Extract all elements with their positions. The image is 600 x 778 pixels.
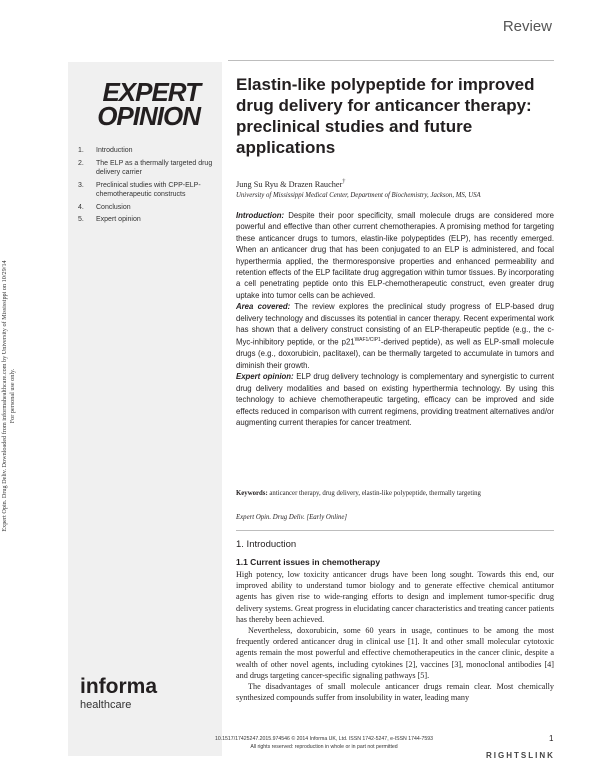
header-rule bbox=[228, 60, 554, 61]
publisher-subtitle: healthcare bbox=[80, 699, 132, 711]
toc-item-conclusion[interactable]: 4. Conclusion bbox=[78, 203, 131, 211]
paragraph: Nevertheless, doxorubicin, some 60 years in usage, continues to be among the most frequently ordered anticancer drug in clinical use [1]. It and other small molecular cytotoxic agents remain the most powerful and effective chemotherapeutics in the cancer clinic, despite a wealth of other novel agents, including cytokines [2], vaccines [3], monoclonal antibodies [4] and drugs targeting cancer-specific signaling pathways [5]. bbox=[236, 626, 554, 680]
journal-logo bbox=[80, 77, 200, 131]
table-of-contents bbox=[78, 146, 218, 228]
toc-item-elp-carrier[interactable]: 2. The ELP as a thermally targeted drug delivery carrier bbox=[78, 159, 218, 178]
section-heading: 1. Introduction bbox=[236, 539, 297, 550]
author-mark: † bbox=[342, 179, 346, 185]
abstract bbox=[236, 210, 554, 428]
download-note bbox=[1, 237, 17, 555]
toc-item-preclinical[interactable]: 3. Preclinical studies with CPP-ELP-chemotherapeutic constructs bbox=[78, 181, 218, 200]
abstract-introduction: Introduction: Despite their poor specificity, small molecule drugs are considered more powerful and effective than other current chemotherapies. A promising method for targeting these anticancer drugs to tumors, elastin-like polypeptides (ELP), has recently emerged. When an anticancer drug that has been conjugated to an ELP is administered, and focal hyperthermia applied, the thermoresponsive properties and enhanced permeability and retention effects of the ELP facilitate drug aggregation within tumor tissues. By incorporating a cell penetrating peptide onto this ELP-chemotherapeutic construct, even greater drug uptake into tumor cells can be achieved. bbox=[236, 211, 554, 300]
page-number: 1 bbox=[549, 734, 554, 743]
page-footer bbox=[174, 736, 474, 751]
paragraph: The disadvantages of small molecule anticancer drugs remain clear. Most chemically synthesized compounds suffer from insolubility in water, leading many bbox=[236, 682, 554, 703]
logo-line-1: EXPERT bbox=[102, 77, 200, 107]
author-affiliation: University of Mississippi Medical Center, Department of Biochemistry, Jackson, MS, USA bbox=[236, 192, 481, 199]
publisher-logo bbox=[80, 676, 157, 711]
toc-item-introduction[interactable]: 1. Introduction bbox=[78, 147, 133, 154]
abstract-expert-opinion: Expert opinion: ELP drug delivery technology is complementary and synergistic to current drug delivery modalities and based on existing hyperthermia technology. By using this technology to achieve chemotherapeutic targeting, efficacy can be improved and side effects reduced in comparison with current regimens, providing treatment alternatives and/or augmenting current therapies for cancer treatment. bbox=[236, 372, 554, 427]
download-note-line-2: For personal use only. bbox=[9, 368, 16, 424]
publisher-name: informa bbox=[80, 675, 158, 698]
rightslink-logo[interactable]: RIGHTSLINK bbox=[486, 751, 555, 760]
keywords: Keywords: anticancer therapy, drug delivery, elastin-like polypeptide, thermally targeting bbox=[236, 490, 481, 497]
article-authors: Jung Su Ryu & Drazen Raucher† bbox=[236, 179, 346, 189]
footer-doi: 10.1517/17425247.2015.974546 © 2014 Informa UK, Ltd. ISSN 1742-5247, e-ISSN 1744-7593 bbox=[214, 736, 434, 742]
toc-item-label: Expert opinion bbox=[96, 216, 141, 223]
section-label: Review bbox=[502, 18, 552, 35]
article-title: Elastin-like polypeptide for improved drug delivery for anticancer therapy: preclinical studies and future applications bbox=[236, 75, 535, 157]
toc-item-label: Preclinical studies with CPP-ELP-chemotherapeutic constructs bbox=[96, 181, 201, 198]
body-text bbox=[236, 569, 554, 703]
footer-rights: All rights reserved: reproduction in whole or in part not permitted bbox=[250, 743, 398, 750]
toc-item-label: Introduction bbox=[96, 147, 133, 154]
toc-item-expert-opinion[interactable]: 5. Expert opinion bbox=[78, 216, 141, 223]
download-note-line-1: Expert Opin. Drug Deliv. Downloaded from informahealthcare.com by University of Mississippi on 10/29/14 bbox=[1, 260, 8, 532]
toc-item-label: Conclusion bbox=[96, 203, 131, 211]
abstract-area-covered: Area covered: The review explores the preclinical study progress of ELP-based drug delivery technology and discusses its potential in cancer therapy. Recent experimental work has shown that a delivery construct consisting of an ELP-therapeutic peptide (e.g., the c-Myc-inhibitory peptide, or the $p21^{WAF1/CIP1}$-derived peptide), as well as ELP-small molecule drugs (e.g., doxorubicin, paclitaxel), can be thermally targeted to accumulate in tumors and diminish their growth. bbox=[236, 302, 554, 370]
section-divider bbox=[236, 530, 554, 531]
toc-item-label: The ELP as a thermally targeted drug delivery carrier bbox=[96, 159, 213, 176]
subsection-heading: 1.1 Current issues in chemotherapy bbox=[236, 557, 381, 567]
paragraph: High potency, low toxicity anticancer drugs have been long sought. Towards this end, our improved ability to understand tumor biology and to generate effective chemical antitumor agents has given rise to wide-ranging efforts to design and implement tumor-specific drug delivery systems. Great progress in elucidating cancer characteristics and treating cancer patients has thereby been achieved. bbox=[236, 570, 554, 624]
logo-line-2: OPINION bbox=[97, 101, 200, 131]
journal-citation: Expert Opin. Drug Deliv. [Early Online] bbox=[236, 514, 348, 521]
